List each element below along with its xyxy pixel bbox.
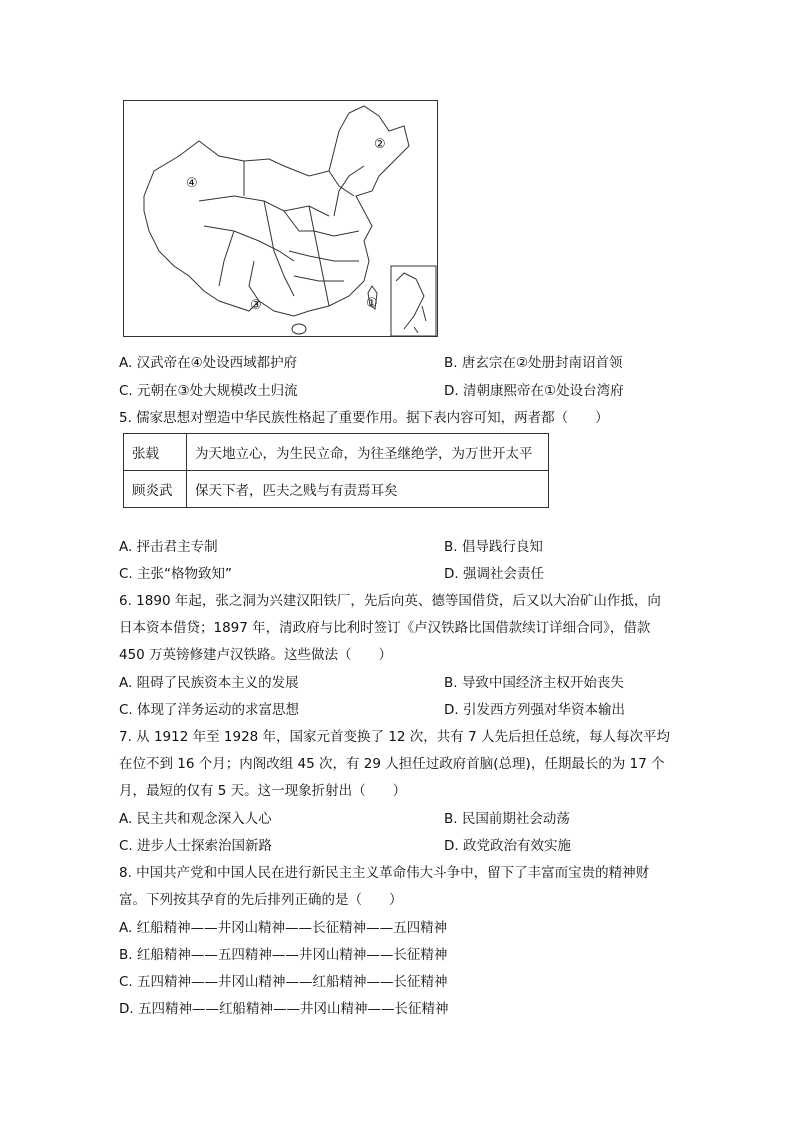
q7-option-b: B. 民国前期社会动荡 (444, 811, 570, 827)
map-marker-4: ④ (186, 176, 198, 191)
q5-option-b: B. 倡导践行良知 (444, 539, 543, 555)
quote-text: 为天地立心，为生民立命，为往圣继绝学，为万世开太平 (187, 434, 549, 471)
q5-option-d: D. 强调社会责任 (444, 566, 544, 582)
q6-option-d: D. 引发西方列强对华资本输出 (444, 702, 625, 718)
map-marker-3: ③ (250, 298, 262, 313)
q6-option-b: B. 导致中国经济主权开始丧失 (444, 675, 624, 691)
q6-stem-line-3: 450 万英镑修建卢汉铁路。这些做法（ ） (119, 647, 393, 663)
q7-option-a: A. 民主共和观念深入人心 (119, 811, 272, 827)
q7-option-d: D. 政党政治有效实施 (444, 838, 571, 854)
q5-stem: 5. 儒家思想对塑造中华民族性格起了重要作用。据下表内容可知，两者都（ ） (119, 410, 609, 426)
q8-option-b: B. 红船精神——五四精神——井冈山精神——长征精神 (119, 947, 448, 963)
q5-quote-table (123, 433, 549, 508)
q6-stem-line-2: 日本资本借贷；1897 年，清政府与比利时签订《卢汉铁路比国借款续订详细合同》，借款 (119, 620, 651, 636)
map-marker-2: ② (374, 137, 386, 152)
q8-option-a: A. 红船精神——井冈山精神——长征精神——五四精神 (119, 920, 448, 936)
china-map-figure (123, 100, 438, 337)
q7-stem-line-3: 月，最短的仅有 5 天。这一现象折射出（ ） (119, 783, 407, 799)
q6-option-c: C. 体现了洋务运动的求富思想 (119, 702, 300, 718)
q6-stem-line-1: 6. 1890 年起，张之洞为兴建汉阳铁厂，先后向英、德等国借贷，后又以大冶矿山作抵，向 (119, 593, 661, 609)
quote-author: 张载 (124, 434, 187, 471)
map-marker-1: ① (366, 296, 378, 311)
q8-option-c: C. 五四精神——井冈山精神——红船精神——长征精神 (119, 974, 448, 990)
q4-option-d: D. 清朝康熙帝在①处设台湾府 (444, 383, 624, 399)
china-map-outline (124, 101, 437, 336)
q4-option-a: A. 汉武帝在④处设西域都护府 (119, 355, 298, 371)
table-row (124, 434, 549, 471)
q7-stem-line-2: 在位不到 16 个月；内阁改组 45 次，有 29 人担任过政府首脑(总理)，任期最长的为 17 个 (119, 756, 665, 772)
table-row (124, 471, 549, 508)
q4-option-c: C. 元朝在③处大规模改土归流 (119, 383, 298, 399)
q8-stem-line-2: 富。下列按其孕育的先后排列正确的是（ ） (119, 892, 403, 908)
q5-option-a: A. 抨击君主专制 (119, 539, 218, 555)
quote-text: 保天下者，匹夫之贱与有责焉耳矣 (187, 471, 549, 508)
q8-stem-line-1: 8. 中国共产党和中国人民在进行新民主主义革命伟大斗争中，留下了丰富而宝贵的精神财 (119, 865, 650, 881)
q4-option-b: B. 唐玄宗在②处册封南诏首领 (444, 355, 623, 371)
q6-option-a: A. 阻碍了民族资本主义的发展 (119, 675, 299, 691)
q7-option-c: C. 进步人士探索治国新路 (119, 838, 273, 854)
quote-author: 顾炎武 (124, 471, 187, 508)
q7-stem-line-1: 7. 从 1912 年至 1928 年，国家元首变换了 12 次，共有 7 人先后担任总统，每人每次平均 (119, 729, 670, 745)
q5-option-c: C. 主张“格物致知” (119, 566, 232, 582)
q8-option-d: D. 五四精神——红船精神——井冈山精神——长征精神 (119, 1001, 449, 1017)
